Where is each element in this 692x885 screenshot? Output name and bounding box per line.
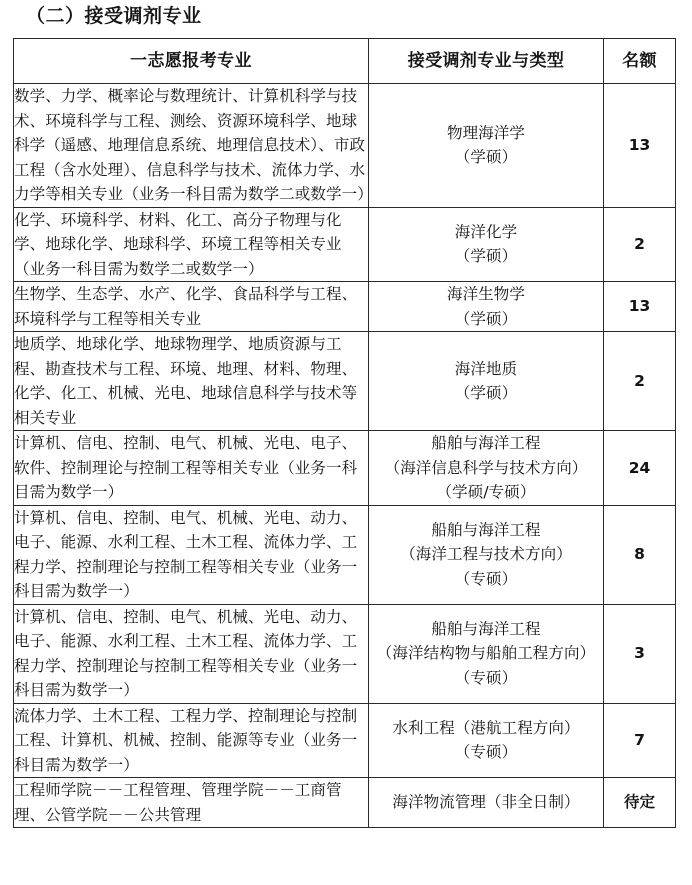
cell-quota: 2 [604,332,676,431]
transfer-major-line: 海洋地质 [454,359,518,378]
transfer-major-line: （专硕） [454,743,518,762]
table-row [14,282,676,332]
table-row [14,703,676,778]
transfer-major-line: （学硕/专硕） [436,483,536,501]
cell-quota: 2 [604,207,676,282]
admission-table [13,38,676,828]
transfer-major-line: （海洋结构物与船舶工程方向） [376,644,596,663]
cell-quota: 24 [604,431,676,506]
column-header-first-choice-major: 一志愿报考专业 [14,39,369,84]
column-header-transfer-major-type: 接受调剂专业与类型 [369,39,604,84]
table-body [14,84,676,828]
transfer-major-line: 海洋化学 [454,222,518,241]
transfer-major-line: （海洋工程与技术方向） [400,545,572,564]
column-header-quota: 名额 [604,39,676,84]
table-header [14,39,676,84]
cell-first-choice-major: 化学、环境科学、材料、化工、高分子物理与化学、地球化学、地球科学、环境工程等相关专业（业务一科目需为数学二或数学一） [14,207,369,282]
cell-quota: 13 [604,282,676,332]
transfer-major-line: 船舶与海洋工程 [431,434,541,452]
cell-transfer-major-type [369,778,604,828]
cell-first-choice-major: 工程师学院－－工程管理、管理学院－－工商管理、公管学院－－公共管理 [14,778,369,828]
cell-quota: 8 [604,505,676,604]
table-header-row [14,39,676,84]
cell-quota: 待定 [604,778,676,828]
transfer-major-line: 海洋物流管理（非全日制） [392,793,580,812]
transfer-major-line: （学硕） [454,247,518,266]
table-row [14,505,676,604]
table-row [14,84,676,208]
table-row [14,332,676,431]
cell-transfer-major-type [369,604,604,703]
transfer-major-line: （海洋信息科学与技术方向） [384,458,588,477]
cell-first-choice-major: 计算机、信电、控制、电气、机械、光电、电子、软件、控制理论与控制工程等相关专业（业务一科目需为数学一） [14,431,369,506]
table-row [14,431,676,506]
cell-transfer-major-type [369,207,604,282]
table-row [14,778,676,828]
cell-transfer-major-type [369,505,604,604]
admission-table-container [13,38,675,828]
cell-first-choice-major: 计算机、信电、控制、电气、机械、光电、动力、电子、能源、水利工程、土木工程、流体力学、工程力学、控制理论与控制工程等相关专业（业务一科目需为数学一） [14,604,369,703]
transfer-major-line: （学硕） [454,309,518,328]
transfer-major-line: （学硕） [454,384,518,402]
cell-transfer-major-type [369,431,604,506]
cell-first-choice-major: 生物学、生态学、水产、化学、食品科学与工程、环境科学与工程等相关专业 [14,282,369,332]
cell-quota: 3 [604,604,676,703]
cell-transfer-major-type [369,84,604,208]
cell-transfer-major-type [369,282,604,332]
cell-transfer-major-type [369,703,604,778]
transfer-major-line: （专硕） [454,668,518,687]
transfer-major-line: 水利工程（港航工程方向） [392,718,580,737]
page-title: （二）接受调剂专业 [26,5,202,27]
cell-transfer-major-type [369,332,604,431]
cell-quota: 7 [604,703,676,778]
transfer-major-line: 海洋生物学 [446,285,525,303]
table-row [14,207,676,282]
cell-first-choice-major: 地质学、地球化学、地球物理学、地质资源与工程、勘查技术与工程、环境、地理、材料、物理、化学、化工、机械、光电、地球信息科学与技术等相关专业 [14,332,369,431]
transfer-major-line: （专硕） [454,569,518,588]
cell-first-choice-major: 数学、力学、概率论与数理统计、计算机科学与技术、环境科学与工程、测绘、资源环境科学、地球科学（遥感、地理信息系统、地理信息技术）、市政工程（含水处理）、信息科学与技术、流体力学、水力学等相关专业（业务一科目需为数学二或数学一） [14,84,369,208]
transfer-major-line: 物理海洋学 [446,123,525,142]
transfer-major-line: 船舶与海洋工程 [431,619,541,638]
cell-first-choice-major: 流体力学、土木工程、工程力学、控制理论与控制工程、计算机、机械、控制、能源等专业（业务一科目需为数学一） [14,703,369,778]
transfer-major-line: 船舶与海洋工程 [431,520,541,539]
transfer-major-line: （学硕） [454,148,518,167]
cell-first-choice-major: 计算机、信电、控制、电气、机械、光电、动力、电子、能源、水利工程、土木工程、流体力学、工程力学、控制理论与控制工程等相关专业（业务一科目需为数学一） [14,505,369,604]
cell-quota: 13 [604,84,676,208]
table-row [14,604,676,703]
